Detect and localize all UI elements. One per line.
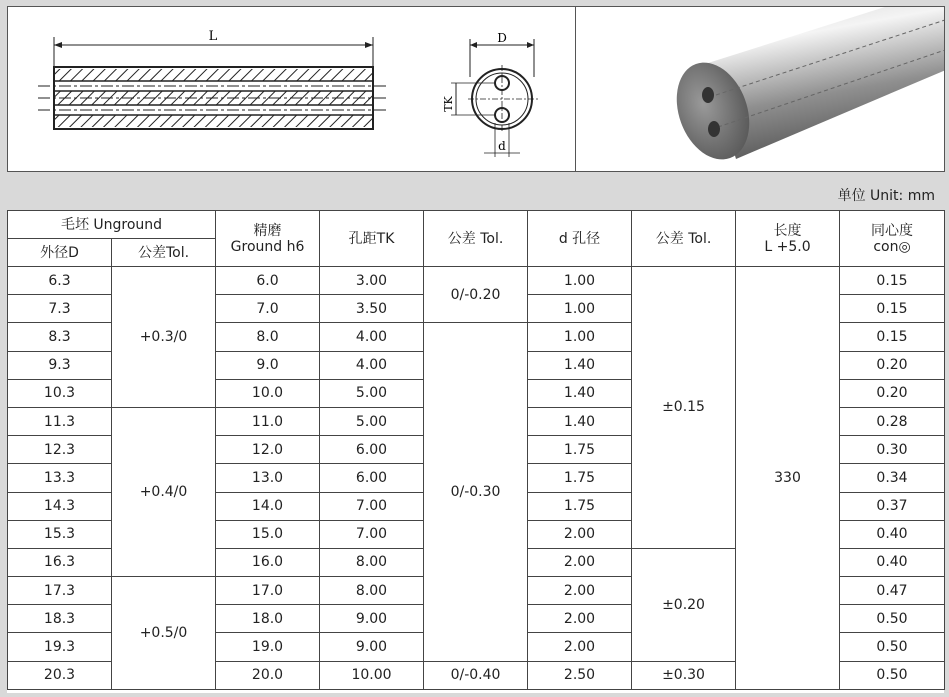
cell-hole-d: 1.40 — [528, 407, 632, 435]
cell-con: 0.40 — [840, 520, 945, 548]
cell-ground: 12.0 — [216, 436, 320, 464]
cell-con: 0.20 — [840, 379, 945, 407]
table-row — [8, 267, 945, 295]
cell-outer: 13.3 — [8, 464, 112, 492]
header-tol-d: 公差 Tol. — [632, 211, 736, 267]
header-tk: 孔距TK — [320, 211, 424, 267]
header-tol-unground: 公差Tol. — [112, 239, 216, 267]
cell-outer: 6.3 — [8, 267, 112, 295]
cell-tol-tk: 0/-0.20 — [424, 267, 528, 323]
cell-con: 0.20 — [840, 351, 945, 379]
cell-ground: 19.0 — [216, 633, 320, 661]
cell-ground: 9.0 — [216, 351, 320, 379]
cell-hole-d: 1.75 — [528, 492, 632, 520]
cell-outer: 20.3 — [8, 661, 112, 689]
cell-ground: 13.0 — [216, 464, 320, 492]
cell-outer: 19.3 — [8, 633, 112, 661]
cell-con: 0.15 — [840, 267, 945, 295]
cell-tol-unground: +0.3/0 — [112, 267, 216, 408]
cell-ground: 6.0 — [216, 267, 320, 295]
cell-outer: 10.3 — [8, 379, 112, 407]
cell-tk: 7.00 — [320, 492, 424, 520]
cell-tk: 3.00 — [320, 267, 424, 295]
cell-tol-d: ±0.20 — [632, 548, 736, 661]
cell-outer: 16.3 — [8, 548, 112, 576]
cell-hole-d: 1.00 — [528, 267, 632, 295]
cell-tk: 6.00 — [320, 436, 424, 464]
cell-tk: 3.50 — [320, 295, 424, 323]
tk-label: TK — [442, 96, 455, 112]
cell-outer: 7.3 — [8, 295, 112, 323]
cell-ground: 8.0 — [216, 323, 320, 351]
cell-tol-unground: +0.5/0 — [112, 577, 216, 690]
cell-con: 0.30 — [840, 436, 945, 464]
cell-con: 0.34 — [840, 464, 945, 492]
cell-ground: 18.0 — [216, 605, 320, 633]
header-concentricity: 同心度 con◎ — [840, 211, 945, 267]
cell-ground: 7.0 — [216, 295, 320, 323]
cell-tk: 5.00 — [320, 379, 424, 407]
cell-tk: 4.00 — [320, 351, 424, 379]
cell-tk: 9.00 — [320, 633, 424, 661]
cell-outer: 8.3 — [8, 323, 112, 351]
cell-hole-d: 2.00 — [528, 605, 632, 633]
cell-outer: 14.3 — [8, 492, 112, 520]
cell-hole-d: 1.75 — [528, 436, 632, 464]
header-unground: 毛坯 Unground — [8, 211, 216, 239]
cell-hole-d: 2.00 — [528, 548, 632, 576]
cell-hole-d: 1.00 — [528, 295, 632, 323]
cell-ground: 16.0 — [216, 548, 320, 576]
cell-hole-d: 2.00 — [528, 520, 632, 548]
cell-hole-d: 2.00 — [528, 633, 632, 661]
header-ground: 精磨 Ground h6 — [216, 211, 320, 267]
unit-note: 单位 Unit: mm — [837, 188, 935, 204]
cell-tk: 8.00 — [320, 548, 424, 576]
cell-tk: 4.00 — [320, 323, 424, 351]
rod-3d-render — [576, 7, 944, 171]
cell-tol-unground: +0.4/0 — [112, 407, 216, 576]
cell-tk: 6.00 — [320, 464, 424, 492]
cell-tol-d: ±0.15 — [632, 267, 736, 549]
cell-con: 0.28 — [840, 407, 945, 435]
spec-table — [7, 210, 945, 690]
cell-outer: 18.3 — [8, 605, 112, 633]
header-hole-d: d 孔径 — [528, 211, 632, 267]
cell-ground: 11.0 — [216, 407, 320, 435]
cell-con: 0.50 — [840, 661, 945, 689]
cell-outer: 17.3 — [8, 577, 112, 605]
cell-tk: 5.00 — [320, 407, 424, 435]
rod-drawing — [8, 7, 575, 171]
cell-tol-tk: 0/-0.30 — [424, 323, 528, 661]
cell-con: 0.15 — [840, 323, 945, 351]
cell-tol-d: ±0.30 — [632, 661, 736, 689]
cell-outer: 11.3 — [8, 407, 112, 435]
header-outer-d: 外径D — [8, 239, 112, 267]
cell-outer: 9.3 — [8, 351, 112, 379]
cell-hole-d: 1.00 — [528, 323, 632, 351]
cell-outer: 15.3 — [8, 520, 112, 548]
cell-outer: 12.3 — [8, 436, 112, 464]
cell-hole-d: 1.75 — [528, 464, 632, 492]
cell-ground: 17.0 — [216, 577, 320, 605]
cell-con: 0.50 — [840, 633, 945, 661]
hole-label: d — [498, 139, 506, 153]
cell-tk: 9.00 — [320, 605, 424, 633]
cell-con: 0.47 — [840, 577, 945, 605]
cell-hole-d: 1.40 — [528, 379, 632, 407]
header-tol-tk: 公差 Tol. — [424, 211, 528, 267]
diameter-label: D — [497, 31, 507, 45]
cell-hole-d: 2.00 — [528, 577, 632, 605]
cell-tk: 8.00 — [320, 577, 424, 605]
header-length: 长度 L +5.0 — [736, 211, 840, 267]
cell-ground: 10.0 — [216, 379, 320, 407]
cell-tk: 10.00 — [320, 661, 424, 689]
drawing-panel — [8, 7, 576, 171]
cell-con: 0.50 — [840, 605, 945, 633]
technical-drawings — [7, 6, 945, 172]
cell-ground: 15.0 — [216, 520, 320, 548]
cell-con: 0.40 — [840, 548, 945, 576]
cell-con: 0.37 — [840, 492, 945, 520]
cell-tol-tk: 0/-0.40 — [424, 661, 528, 689]
cell-hole-d: 2.50 — [528, 661, 632, 689]
rod-render-panel — [576, 7, 944, 171]
cell-ground: 20.0 — [216, 661, 320, 689]
cell-ground: 14.0 — [216, 492, 320, 520]
length-label: L — [208, 29, 218, 44]
cell-tk: 7.00 — [320, 520, 424, 548]
cell-con: 0.15 — [840, 295, 945, 323]
cell-hole-d: 1.40 — [528, 351, 632, 379]
spec-table-wrap — [7, 210, 944, 693]
cell-length: 330 — [736, 267, 840, 690]
